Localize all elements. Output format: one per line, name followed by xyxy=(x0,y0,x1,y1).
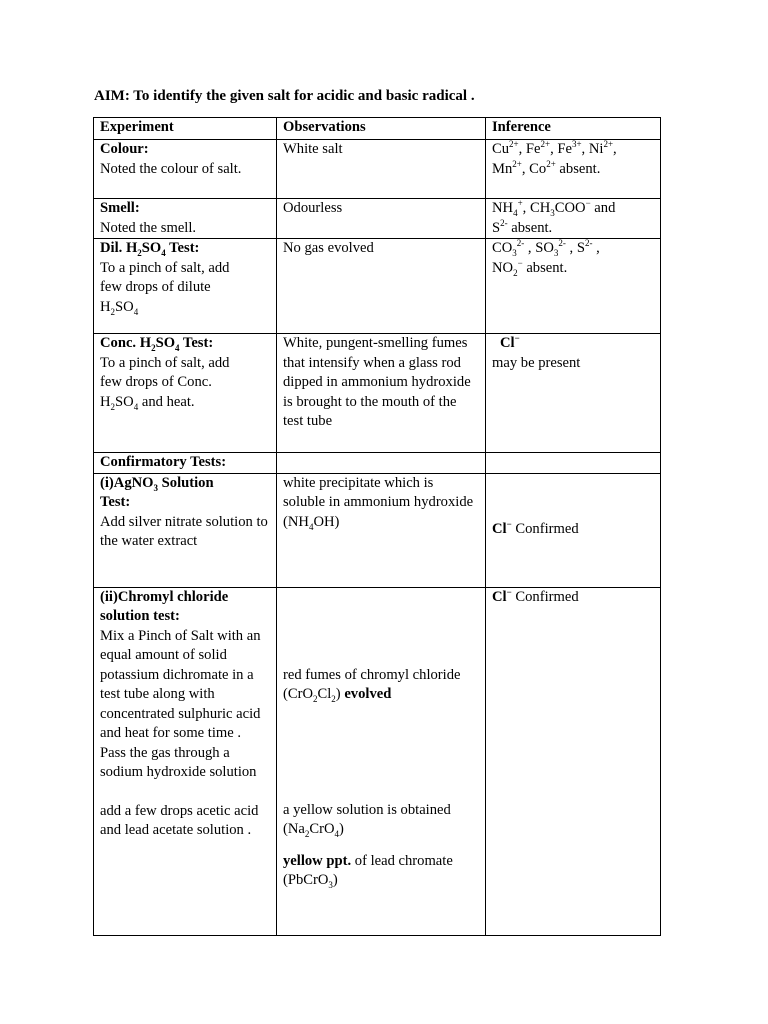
dil-experiment: Dil. $H_2SO_4$ Test: To a pinch of salt, add few drops of dilute $H_2SO_4$ xyxy=(94,239,277,334)
chromyl-obs-yellow: a yellow solution is obtained $(Na_2CrO_4)$ xyxy=(283,801,451,839)
aim-heading: AIM: To identify the given salt for acidic and basic radical . xyxy=(94,88,475,104)
dil-observation: No gas evolved xyxy=(277,239,486,334)
chromyl-obs-ppt: yellow ppt. of lead chromate (PbCrO$_3$) xyxy=(283,852,453,890)
agno3-experiment: (i)AgNO$_3$ Solution Test: Add silver nitrate solution to the water extract xyxy=(94,473,277,587)
header-row xyxy=(94,118,661,140)
colour-title: Colour: xyxy=(100,141,149,157)
row-chromyl xyxy=(94,587,661,935)
row-agno3 xyxy=(94,473,661,587)
dil-inference: $CO_3^{2-}$ , $SO_3^{2-}$ , $S^{2-}$ , $NO_2^-$ absent. xyxy=(486,239,661,334)
conc-observation: White, pungent-smelling fumes that intensify when a glass rod dipped in ammonium hydroxide is brought to the mouth of the test tube xyxy=(277,334,486,453)
header-observations: Observations xyxy=(277,118,486,140)
chromyl-observation xyxy=(277,587,486,935)
colour-observation: White salt xyxy=(277,140,486,199)
chromyl-title: (ii)Chromyl chloride solution test: xyxy=(100,588,229,624)
smell-title: Smell: xyxy=(100,200,140,216)
chromyl-experiment: (ii)Chromyl chloride solution test: Mix a Pinch of Salt with an equal amount of solid potassium dichromate in a test tube along with concentrated sulphuric acid and heat for some time . Pass the gas through a sodium hydroxide solution add a few drops acetic acid and lead acetate solution . xyxy=(94,587,277,935)
colour-desc: Noted the colour of salt. xyxy=(100,160,242,177)
conc-title: Conc. $H_2SO_4$ Test: xyxy=(100,335,214,353)
row-colour xyxy=(94,140,661,199)
chromyl-obs-fumes: red fumes of chromyl chloride $(CrO_2Cl_2)$ evolved xyxy=(283,666,461,704)
confirmatory-title: Confirmatory Tests: xyxy=(94,453,277,474)
header-experiment: Experiment xyxy=(94,118,277,140)
row-conc-h2so4 xyxy=(94,334,661,453)
row-dil-h2so4 xyxy=(94,239,661,334)
experiment-table xyxy=(93,117,661,936)
smell-desc: Noted the smell. xyxy=(100,219,197,236)
colour-inference: $Cu^{2+}$, $Fe^{2+}$, $Fe^{3+}$, $Ni^{2+}$, $Mn^{2+}$, $Co^{2+}$ absent. xyxy=(486,140,661,199)
smell-experiment xyxy=(94,199,277,239)
agno3-observation: white precipitate which is soluble in ammonium hydroxide $(NH_4OH)$ xyxy=(277,473,486,587)
smell-observation: Odourless xyxy=(277,199,486,239)
conc-experiment: Conc. $H_2SO_4$ Test: To a pinch of salt, add few drops of Conc. $H_2SO_4$ and heat. xyxy=(94,334,277,453)
agno3-desc: Add silver nitrate solution to the water extract xyxy=(100,513,268,549)
chromyl-inference: Cl− Confirmed xyxy=(486,587,661,935)
dil-title: Dil. $H_2SO_4$ Test: xyxy=(100,240,200,258)
header-inference: Inference xyxy=(486,118,661,140)
conc-inference: Cl− may be present xyxy=(486,334,661,453)
row-confirmatory xyxy=(94,453,661,474)
row-smell xyxy=(94,199,661,239)
agno3-inference: Cl− Confirmed xyxy=(486,473,661,587)
colour-experiment xyxy=(94,140,277,199)
smell-inference: $NH_4^+$, $CH_3COO^-$ and $S^{2-}$ absent. xyxy=(486,199,661,239)
